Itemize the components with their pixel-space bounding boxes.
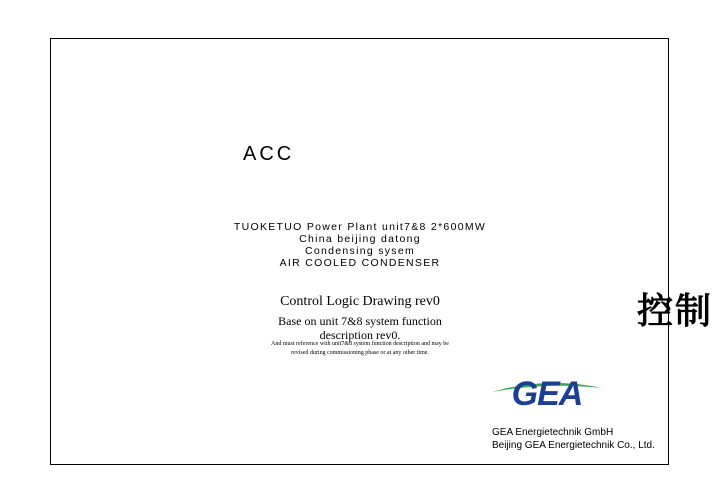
project-line-system: Condensing sysem — [304, 245, 416, 257]
project-line-plant: TUOKETUO Power Plant unit7&8 2*600MW — [233, 221, 487, 233]
drawing-basis-line2: description rev0. — [319, 328, 401, 342]
gea-logo-text: GEA — [511, 375, 583, 412]
project-line-location: China beijing datong — [299, 233, 421, 245]
drawing-note-line2: revised during commissioning phase or at any other time. — [291, 350, 429, 356]
side-label-chinese: 控制 — [636, 291, 713, 332]
document-title: ACC — [243, 143, 295, 165]
project-line-type: AIR COOLED CONDENSER — [279, 257, 441, 269]
drawing-title: Control Logic Drawing rev0 — [280, 294, 440, 309]
company-name-beijing: Beijing GEA Energietechnik Co., Ltd. — [492, 440, 655, 451]
company-name-germany: GEA Energietechnik GmbH — [492, 427, 614, 438]
drawing-basis-line1: Base on unit 7&8 system function — [278, 314, 442, 328]
gea-logo — [486, 372, 608, 412]
drawing-note-line1: And must reference with unit7&8 system function description and may be — [271, 341, 449, 347]
